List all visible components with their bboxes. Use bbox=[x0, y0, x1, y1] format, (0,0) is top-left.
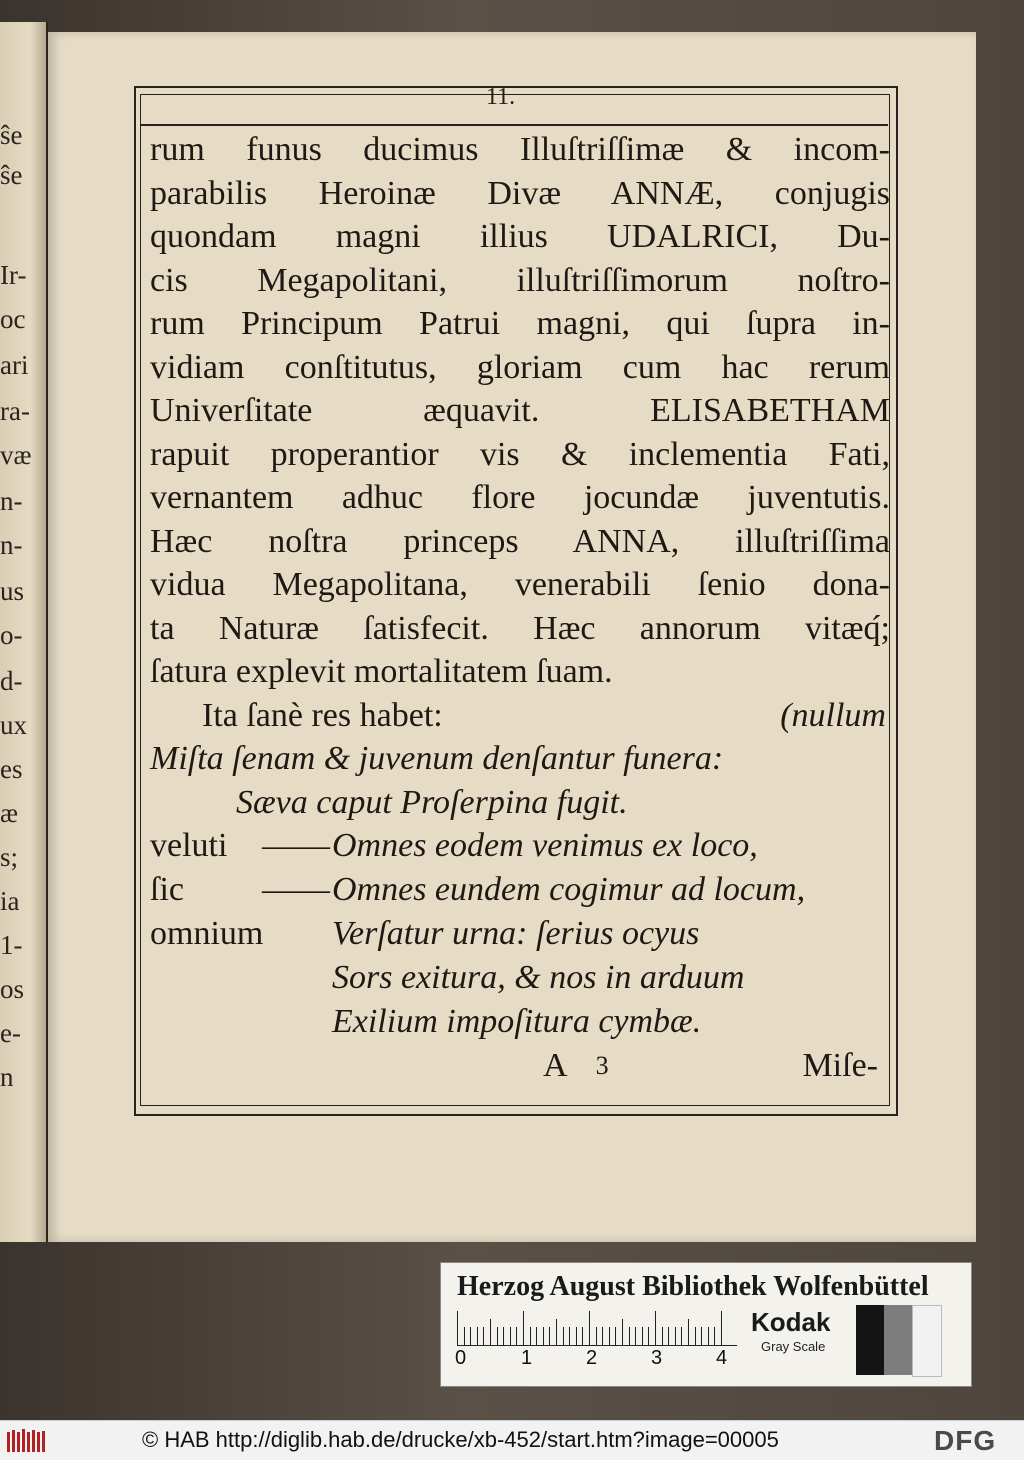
left-page-fragment: e- bbox=[0, 1018, 21, 1048]
ita-text: Ita ſanè res habet: bbox=[202, 696, 443, 734]
row-dash bbox=[260, 1000, 332, 1044]
ruler-tick bbox=[516, 1327, 517, 1345]
ruler-tick bbox=[477, 1327, 478, 1345]
left-page-fragment: ari bbox=[0, 350, 29, 380]
ruler-tick bbox=[523, 1311, 524, 1345]
ruler-tick bbox=[569, 1327, 570, 1345]
row-verse: Omnes eundem cogimur ad locum, bbox=[332, 871, 806, 908]
row-verse: Omnes eodem venimus ex loco, bbox=[332, 827, 758, 864]
ruler-tick bbox=[701, 1327, 702, 1345]
row-label bbox=[150, 1000, 260, 1044]
text-line: vidua Megapolitana, venerabili ſenio dona- bbox=[150, 566, 890, 603]
ruler-tick bbox=[549, 1327, 550, 1345]
ruler-tick bbox=[596, 1327, 597, 1345]
footer-bar bbox=[0, 1420, 1024, 1460]
verse-row bbox=[150, 1000, 890, 1044]
row-verse: Verſatur urna: ſerius ocyus bbox=[332, 915, 700, 952]
ruler-label: 3 bbox=[651, 1347, 663, 1369]
ruler-tick bbox=[662, 1327, 663, 1345]
row-dash: —— bbox=[262, 827, 330, 864]
page-text bbox=[150, 128, 890, 1088]
text-line: quondam magni illius UDALRICI, Du- bbox=[150, 218, 890, 255]
swatch-gray bbox=[884, 1305, 912, 1375]
verse-line: Miſta ſenam & juvenum denſantur funera: bbox=[150, 740, 724, 777]
color-target-card bbox=[440, 1262, 972, 1387]
verse-row bbox=[150, 868, 890, 912]
verse-row bbox=[150, 912, 890, 956]
left-page-fragment: æ bbox=[0, 798, 19, 828]
left-page-fragment: s; bbox=[0, 842, 19, 872]
left-page-fragment: us bbox=[0, 576, 25, 606]
swatch-black bbox=[856, 1305, 884, 1375]
left-page-edge bbox=[0, 22, 48, 1242]
ruler-tick bbox=[615, 1327, 616, 1345]
text-line: Hæc noſtra princeps ANNA, illuſtriſſima bbox=[150, 522, 890, 560]
kodak-logo: Kodak bbox=[751, 1307, 831, 1337]
ruler-tick bbox=[576, 1327, 577, 1345]
dfg-logo: DFG bbox=[934, 1425, 997, 1456]
target-title: Herzog August Bibliothek Wolfenbüttel bbox=[457, 1271, 929, 1302]
row-verse: Sors exitura, & nos in arduum bbox=[332, 959, 745, 996]
ruler-label: 2 bbox=[586, 1347, 598, 1369]
ruler-tick bbox=[629, 1327, 630, 1345]
left-page-fragment: ŝe bbox=[0, 160, 23, 190]
left-page-fragment: 1- bbox=[0, 930, 23, 960]
ruler-tick bbox=[695, 1327, 696, 1345]
signature-number: 3 bbox=[595, 1051, 609, 1080]
ruler-tick bbox=[563, 1327, 564, 1345]
ruler-tick bbox=[668, 1327, 669, 1345]
ruler-tick bbox=[708, 1327, 709, 1345]
left-page-fragment: ux bbox=[0, 710, 27, 740]
ruler-tick bbox=[510, 1327, 511, 1345]
ruler-tick bbox=[483, 1327, 484, 1345]
ruler-tick bbox=[648, 1327, 649, 1345]
left-page-fragment: væ bbox=[0, 440, 32, 470]
catchword: Miſe- bbox=[802, 1047, 878, 1084]
ruler-tick bbox=[714, 1327, 715, 1345]
row-label bbox=[150, 956, 260, 1000]
row-verse: Exilium impoſitura cymbæ. bbox=[332, 1003, 702, 1040]
left-page-fragment: ra- bbox=[0, 396, 30, 426]
text-line: ta Naturæ ſatisfecit. Hæc annorum vitæq́; bbox=[150, 609, 890, 647]
ruler-tick bbox=[556, 1319, 557, 1345]
gray-scale-label: Gray Scale bbox=[761, 1339, 826, 1354]
row-label: ſic bbox=[150, 871, 184, 908]
ruler-tick bbox=[582, 1327, 583, 1345]
ruler-tick bbox=[530, 1327, 531, 1345]
left-page-fragment: es bbox=[0, 754, 23, 784]
text-line: vernantem adhuc flore jocundæ juventutis. bbox=[150, 479, 890, 516]
ruler-tick bbox=[497, 1327, 498, 1345]
row-dash bbox=[260, 956, 332, 1000]
ruler-tick bbox=[589, 1311, 590, 1345]
left-page-fragment: n- bbox=[0, 486, 23, 516]
left-page-fragment: o- bbox=[0, 620, 23, 650]
left-page-fragment: Ir- bbox=[0, 260, 27, 290]
left-page-fragment: n- bbox=[0, 530, 23, 560]
verse-row bbox=[150, 956, 890, 1000]
text-line: ſatura explevit mortalitatem ſuam. bbox=[150, 653, 613, 690]
text-line: rum Principum Patrui magni, qui ſupra in- bbox=[150, 305, 890, 342]
ruler-tick bbox=[688, 1319, 689, 1345]
ruler-tick bbox=[721, 1311, 722, 1345]
ruler-label: 1 bbox=[521, 1347, 533, 1369]
footer-citation-link[interactable]: © HAB http://diglib.hab.de/drucke/xb-452/start.htm?image=00005 bbox=[142, 1427, 779, 1452]
hab-logo-icon bbox=[6, 1428, 48, 1454]
row-dash: —— bbox=[262, 871, 330, 908]
ruler-tick bbox=[602, 1327, 603, 1345]
ruler-tick bbox=[675, 1327, 676, 1345]
row-dash bbox=[260, 912, 332, 956]
text-line: vidiam conſtitutus, gloriam cum hac rerum bbox=[150, 348, 890, 386]
ruler-tick bbox=[490, 1319, 491, 1345]
ruler-tick bbox=[609, 1327, 610, 1345]
left-page-fragment: oc bbox=[0, 304, 26, 334]
left-page-fragment: os bbox=[0, 974, 25, 1004]
ruler-tick bbox=[655, 1311, 656, 1345]
ruler bbox=[457, 1309, 737, 1346]
text-line: cis Megapolitani, illuſtriſſimorum noſtro- bbox=[150, 261, 890, 299]
text-line: rum funus ducimus Illuſtriſſimæ & incom- bbox=[150, 131, 890, 168]
ruler-label: 4 bbox=[716, 1347, 728, 1369]
verse-line: Sæva caput Proſerpina fugit. bbox=[236, 783, 628, 821]
nullum-text: (nullum bbox=[780, 696, 886, 734]
ruler-tick bbox=[635, 1327, 636, 1345]
header-rule bbox=[140, 124, 888, 126]
ruler-tick bbox=[464, 1327, 465, 1345]
text-line: rapuit properantior vis & inclementia Fati, bbox=[150, 435, 890, 473]
row-label: veluti bbox=[150, 827, 228, 864]
ruler-tick bbox=[642, 1327, 643, 1345]
ruler-label: 0 bbox=[455, 1347, 467, 1369]
ruler-tick bbox=[536, 1327, 537, 1345]
ruler-tick bbox=[543, 1327, 544, 1345]
ruler-tick bbox=[457, 1311, 458, 1345]
left-page-fragment: ia bbox=[0, 886, 20, 916]
text-line: Univerſitate æquavit. ELISABETHAM bbox=[150, 392, 890, 429]
left-page-fragment: ŝe bbox=[0, 120, 23, 150]
swatch-white bbox=[912, 1305, 942, 1377]
text-line: parabilis Heroinæ Divæ ANNÆ, conjugis bbox=[150, 174, 890, 212]
ruler-tick bbox=[470, 1327, 471, 1345]
ruler-tick bbox=[503, 1327, 504, 1345]
signature-mark: A bbox=[543, 1047, 568, 1084]
ruler-tick bbox=[681, 1327, 682, 1345]
book-page bbox=[48, 32, 976, 1242]
left-page-fragment: d- bbox=[0, 666, 23, 696]
ita-line bbox=[150, 694, 890, 738]
verse-row bbox=[150, 824, 890, 868]
catchword-line bbox=[150, 1044, 890, 1088]
ruler-tick bbox=[622, 1319, 623, 1345]
page-number: 11. bbox=[486, 84, 516, 110]
row-label: omnium bbox=[150, 915, 264, 952]
left-page-fragment: n bbox=[0, 1062, 14, 1092]
